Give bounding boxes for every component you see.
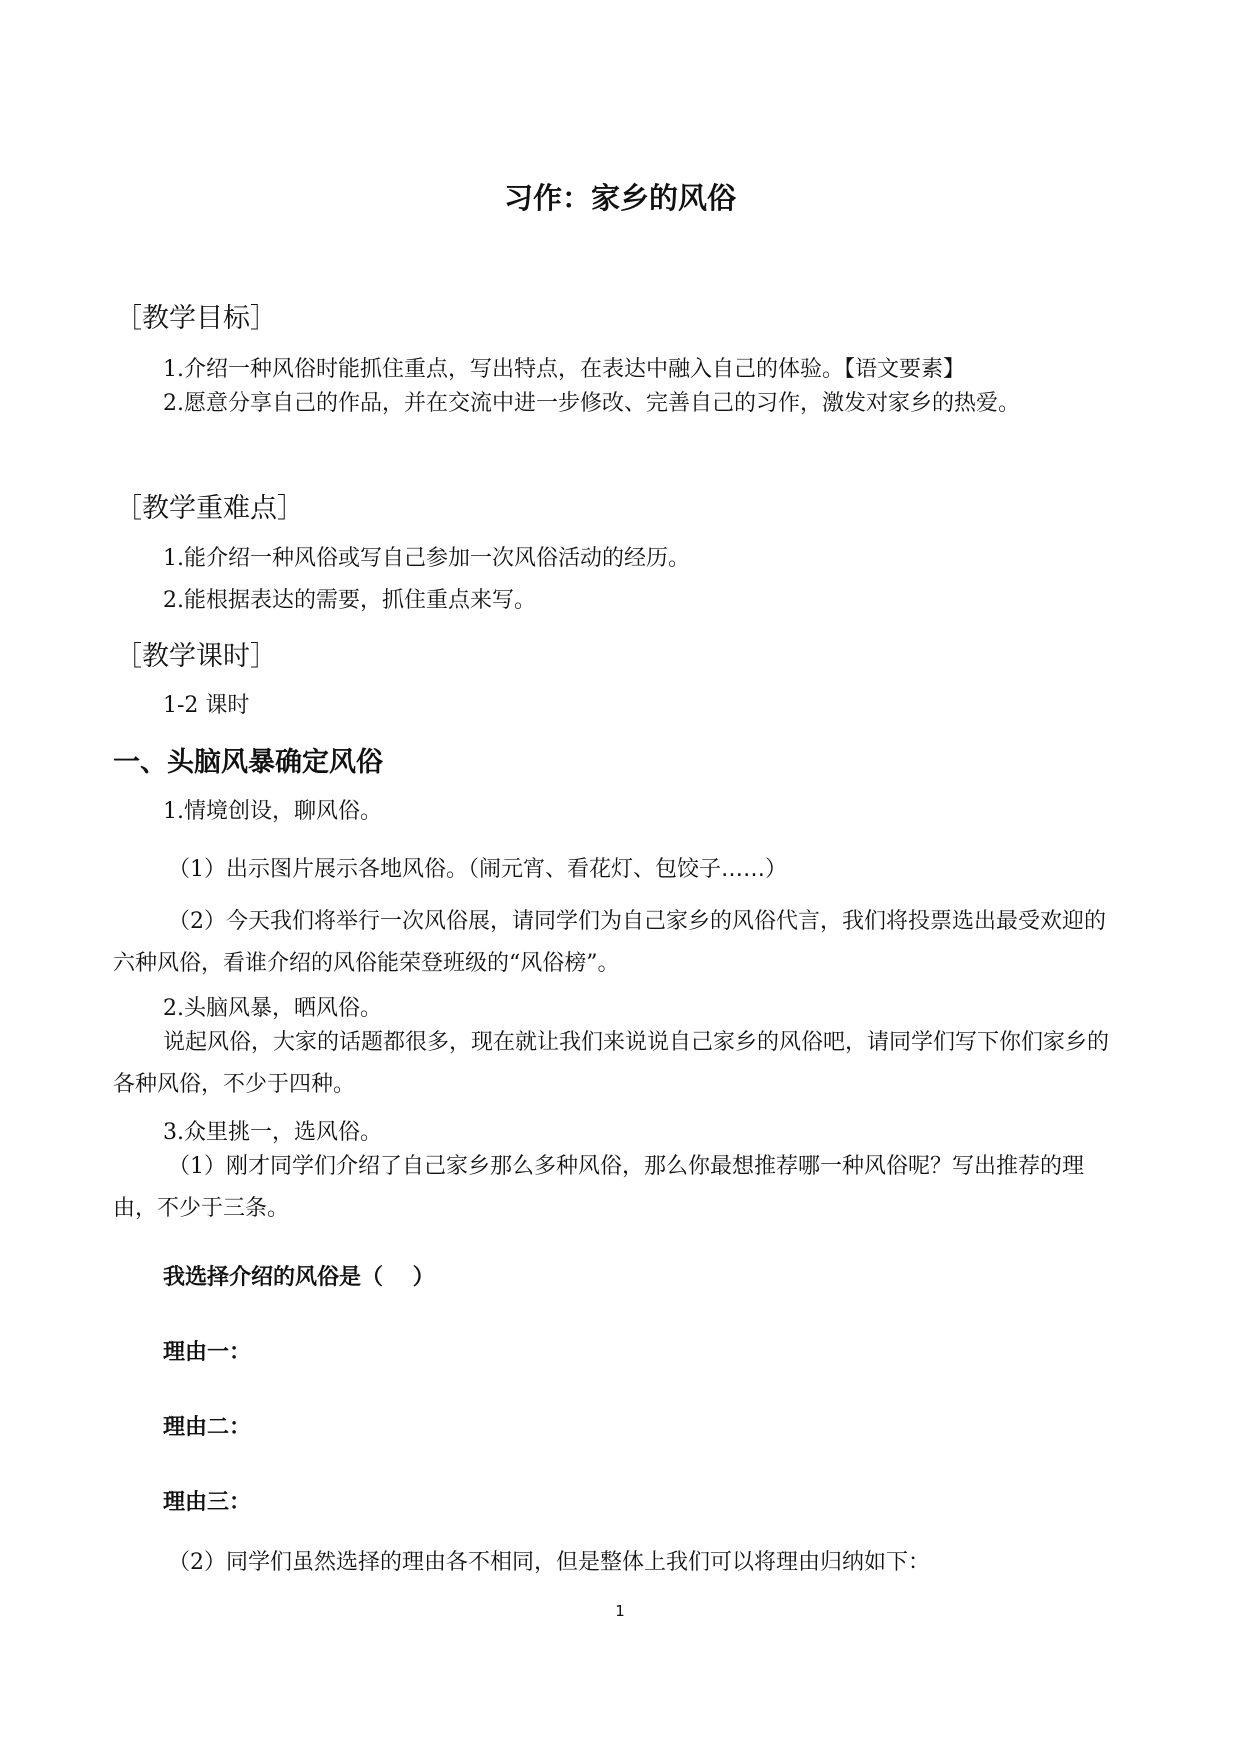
document-title: 习作：家乡的风俗	[503, 181, 736, 215]
form-choice-line: 我选择介绍的风俗是（ ）	[163, 1265, 435, 1290]
form-reason-2: 理由二：	[163, 1415, 252, 1440]
step1-sub1-examples: 闹元宵、看花灯、包饺子……	[479, 857, 766, 882]
step2-title: 2.头脑风暴，晒风俗。	[163, 996, 382, 1021]
part1-heading: 一、头脑风暴确定风俗	[113, 747, 383, 778]
step1-sub1	[168, 852, 787, 883]
section-heading-key-points: ［教学重难点］	[115, 493, 304, 524]
step1-sub2: （2）今天我们将举行一次风俗展，请同学们为自己家乡的风俗代言，我们将投票选出最受欢迎的六种风俗，看谁介绍的风俗能荣登班级的“风俗榜”。	[113, 909, 1107, 976]
objective-item-2: 2.愿意分享自己的作品，并在交流中进一步修改、完善自己的习作，激发对家乡的热爱。	[163, 391, 1020, 416]
key-point-item-1: 1.能介绍一种风俗或写自己参加一次风俗活动的经历。	[163, 546, 690, 571]
periods-value: 1-2 课时	[163, 693, 250, 718]
step1-sub1-suffix: ）	[765, 857, 788, 882]
step3-title: 3.众里挑一，选风俗。	[163, 1120, 382, 1145]
form-reason-1: 理由一：	[163, 1340, 252, 1365]
step1-sub1-prefix: （1）出示图片展示各地风俗。（	[168, 857, 479, 882]
key-point-item-2: 2.能根据表达的需要，抓住重点来写。	[163, 588, 536, 613]
step1-title: 1.情境创设，聊风俗。	[163, 799, 382, 824]
objective-item-1	[163, 352, 965, 383]
section-heading-periods: ［教学课时］	[115, 641, 277, 672]
objective-item-1-text: 1.介绍一种风俗时能抓住重点，写出特点，在表达中融入自己的体验。	[163, 357, 844, 382]
step2-text: 说起风俗，大家的话题都很多，现在就让我们来说说自己家乡的风俗吧，请同学们写下你们家乡的各种风俗，不少于四种。	[113, 1030, 1110, 1097]
page-number: 1	[615, 1602, 625, 1620]
form-reason-3: 理由三：	[163, 1490, 252, 1515]
step3-sub1: （1）刚才同学们介绍了自己家乡那么多种风俗，那么你最想推荐哪一种风俗呢？写出推荐的理由，不少于三条。	[113, 1154, 1085, 1221]
section-heading-objectives: ［教学目标］	[115, 303, 277, 334]
objective-item-1-tag: 【语文要素】	[844, 357, 966, 382]
step3-sub2: （2）同学们虽然选择的理由各不相同，但是整体上我们可以将理由归纳如下：	[168, 1550, 930, 1575]
